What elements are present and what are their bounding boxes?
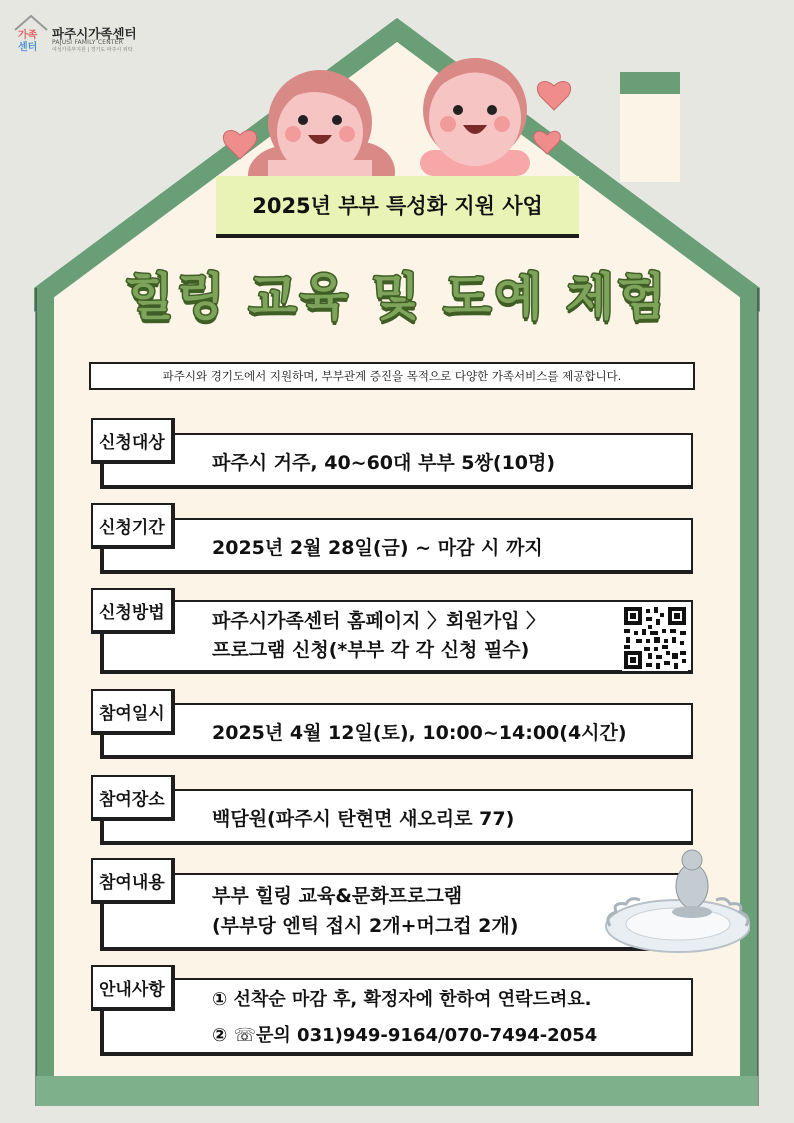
value-content-line2: (부부당 엔틱 접시 2개+머그컵 2개) [212,915,519,937]
center-logo [12,12,152,54]
logo-mark-text-1: 가족 [18,30,38,41]
label-notice: 안내사항 [91,965,175,1011]
value-place: 백담원(파주시 탄현면 새오리로 77) [212,808,515,830]
program-banner: 2025년 부부 특성화 지원 사업 [216,176,579,238]
value-date: 2025년 4월 12일(토), 10:00~14:00(4시간) [212,722,627,744]
value-content-line1: 부부 힐링 교육&문화프로그램 [212,885,463,907]
page-title: 힐링 교육 및 도예 체험 [125,268,669,326]
label-target: 신청대상 [91,418,175,464]
value-period: 2025년 2월 28일(금) ~ 마감 시 까지 [212,537,543,559]
label-place: 참여장소 [91,775,175,821]
antique-plate-illustration [592,846,750,958]
house-floor-band [36,1076,758,1106]
value-notice-line2: ② ☏문의 031)949-9164/070-7494-2054 [212,1025,598,1046]
intro-text: 파주시와 경기도에서 지원하며, 부부관계 증진을 목적으로 다양한 가족서비스를 제공합니다. [89,362,695,390]
logo-title: 파주시가족센터 [52,26,137,41]
label-content: 참여내용 [91,858,175,904]
logo-mark-text-2: 센터 [18,42,38,53]
value-target: 파주시 거주, 40~60대 부부 5쌍(10명) [212,452,556,474]
label-method: 신청방법 [91,588,175,634]
house-logo-icon [12,12,50,54]
qr-code[interactable] [622,605,688,671]
boy-illustration [420,58,530,176]
logo-subtitle-2: 여성가족부지원 | 경기도 파주시 위탁 [52,47,133,53]
value-method-line2: 프로그램 신청(*부부 각 각 신청 필수) [212,639,530,661]
value-method-line1: 파주시가족센터 홈페이지 〉회원가입 〉 [212,610,546,632]
logo-subtitle: PAJUSI FAMILY CENTER [52,39,124,46]
label-date: 참여일시 [91,689,175,735]
value-notice-line1: ① 선착순 마감 후, 확정자에 한하여 연락드려요. [212,989,592,1010]
label-period: 신청기간 [91,503,175,549]
